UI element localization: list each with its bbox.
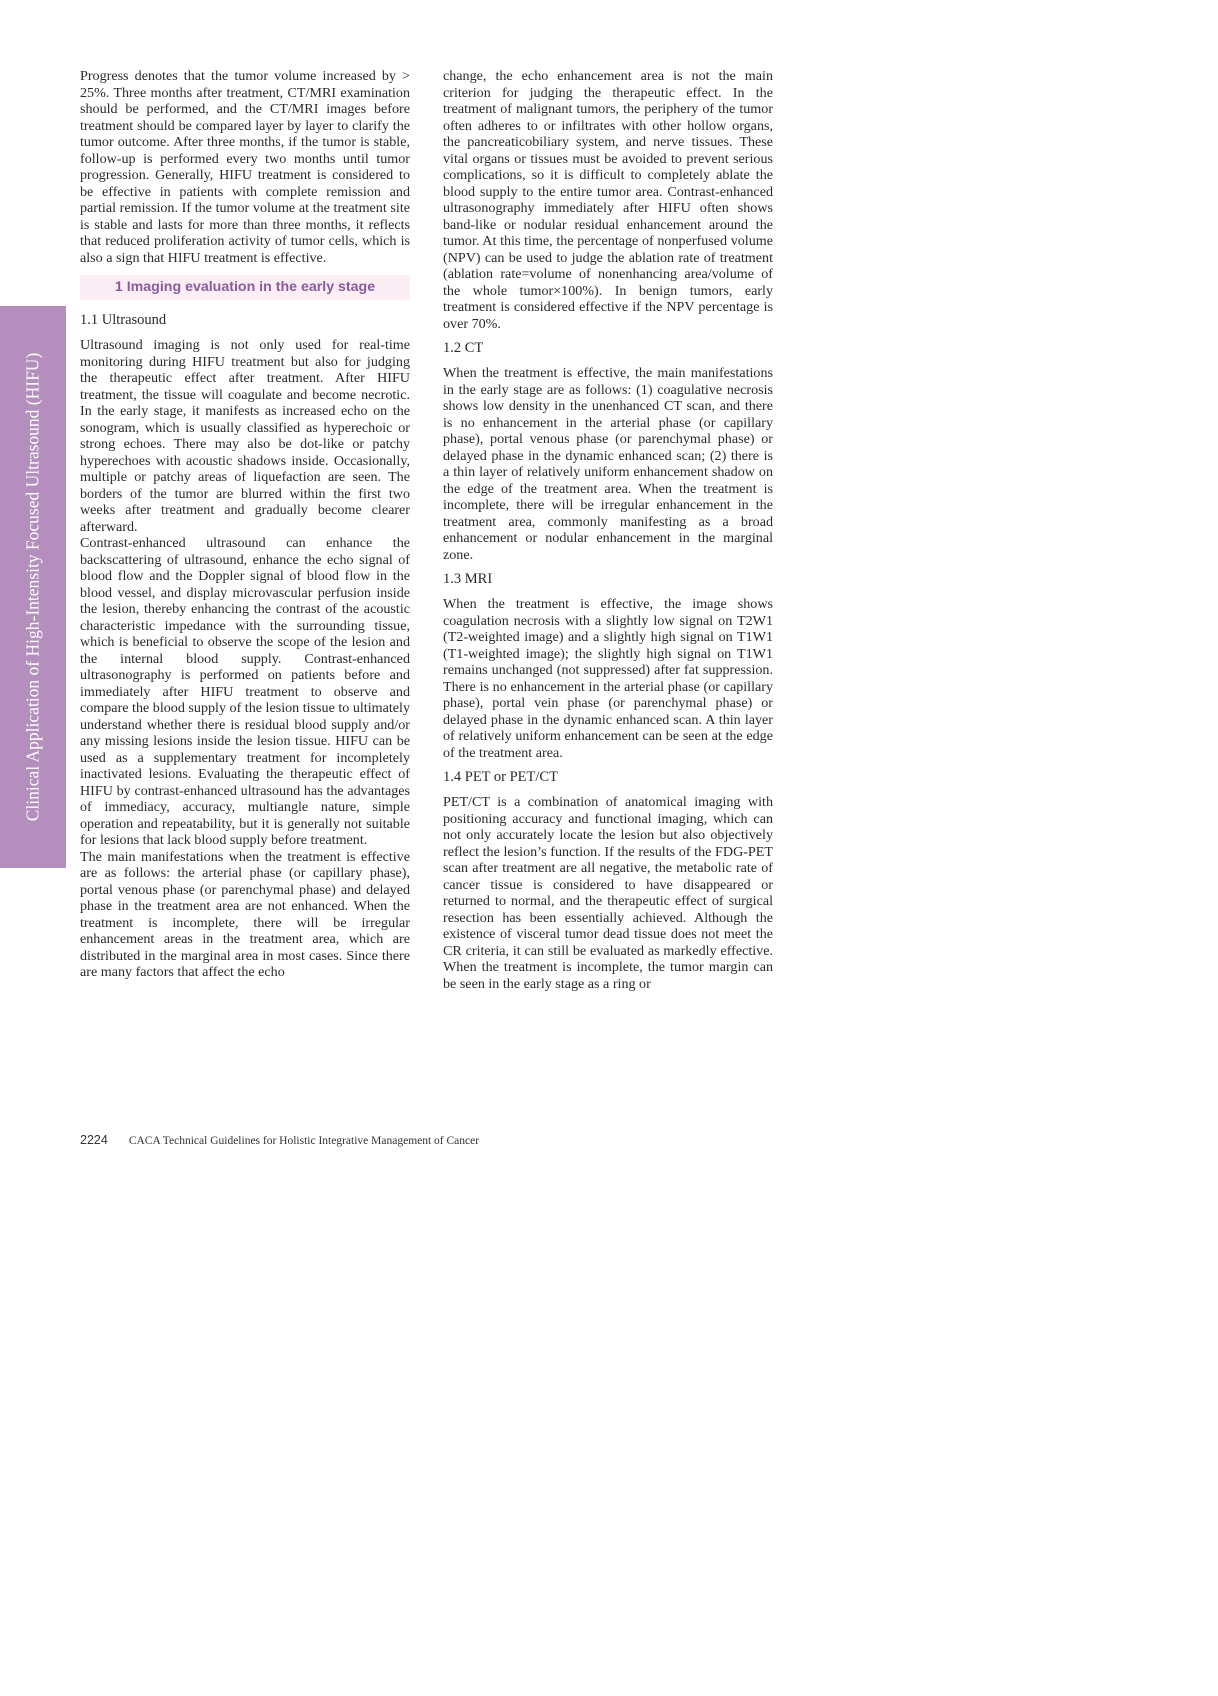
- paragraph-ultrasound-3: The main manifestations when the treatment is effective are as follows: the arterial phase (or capillary phase), portal venous phase (or parenchymal phase) and delayed phase in the treatment area are not enhanced. When the treatment is incomplete, there will be irregular enhancement areas in the treatment area, which are distributed in the marginal area in most cases. Since there are many factors that affect the echo: [80, 848, 410, 980]
- paragraph-ultrasound-1: Ultrasound imaging is not only used for real-time monitoring during HIFU treatment but also for judging the therapeutic effect after treatment. After HIFU treatment, the tissue will coagulate and become necrotic. In the early stage, it manifests as increased echo on the sonogram, which is usually classified as hyperechoic or strong echoes. There may also be dot-like or patchy hyperechoes with acoustic shadows inside. Occasionally, multiple or patchy areas of liquefaction are seen. The borders of the tumor are blurred within the first two weeks after treatment and gradually become clearer afterward.: [80, 337, 410, 535]
- page-footer: [80, 1133, 479, 1148]
- subheading-pet: 1.4 PET or PET/CT: [443, 769, 558, 785]
- right-column: [443, 68, 773, 992]
- subheading-ct: 1.2 CT: [443, 340, 484, 356]
- paragraph-continued: change, the echo enhancement area is not the main criterion for judging the therapeutic effect. In the treatment of malignant tumors, the periphery of the tumor often adheres to or infiltrates with other hollow organs, the pancreaticobiliary system, and nerve tissues. These vital organs or tissues must be avoided to prevent serious complications, so it is difficult to completely ablate the blood supply to the entire tumor area. Contrast-enhanced ultrasonography immediately after HIFU often shows band-like or nodular residual enhancement around the tumor. At this time, the percentage of nonperfused volume (NPV) can be used to judge the ablation rate of treatment (ablation rate=volume of nonenhancing area/volume of the whole tumor×100%). In benign tumors, early treatment is considered effective if the NPV percentage is over 70%.: [443, 68, 773, 332]
- paragraph-pet: PET/CT is a combination of anatomical imaging with positioning accuracy and functional imaging, which can not only accurately locate the lesion but also objectively reflect the lesion’s function. If the results of the FDG-PET scan after treatment are all negative, the metabolic rate of cancer tissue is considered to have disappeared or returned to normal, and the therapeutic effect of surgical resection has been essentially achieved. Although the existence of visceral tumor dead tissue does not meet the CR criteria, it can still be evaluated as markedly effective. When the treatment is incomplete, the tumor margin can be seen in the early stage as a ring or: [443, 794, 773, 992]
- paragraph-intro: Progress denotes that the tumor volume increased by > 25%. Three months after treatment, CT/MRI examination should be performed, and the CT/MRI images before treatment should be compared layer by layer to clarify the tumor outcome. After three months, if the tumor is stable, follow-up is performed every two months until tumor progression. Generally, HIFU treatment is considered to be effective in patients with complete remission and partial remission. If the tumor volume at the treatment site is stable and lasts for more than three months, it reflects that reduced proliferation activity of tumor cells, which is also a sign that HIFU treatment is effective.: [80, 68, 410, 266]
- section-heading: 1 Imaging evaluation in the early stage: [80, 275, 410, 300]
- side-tab-title: Clinical Application of High-Intensity Focused Ultrasound (HIFU): [22, 352, 43, 822]
- paragraph-ultrasound-2: Contrast-enhanced ultrasound can enhance the backscattering of ultrasound, enhance the echo signal of blood flow and the Doppler signal of blood flow in the blood vessel, and display microvascular perfusion inside the lesion, thereby enhancing the contrast of the acoustic characteristic impedance with the surrounding tissue, which is beneficial to observe the scope of the lesion and the internal blood supply. Contrast-enhanced ultrasonography is performed on patients before and immediately after HIFU treatment to observe and compare the blood supply of the lesion tissue to ultimately understand whether there is residual blood supply and/or any missing lesions inside the lesion tissue. HIFU can be used as a supplementary treatment for incompletely inactivated lesions. Evaluating the therapeutic effect of HIFU by contrast-enhanced ultrasound has the advantages of immediacy, accuracy, multiangle nature, simple operation and repeatability, but it is generally not suitable for lesions that lack blood supply before treatment.: [80, 535, 410, 848]
- subheading-mri: 1.3 MRI: [443, 571, 493, 587]
- running-title: CACA Technical Guidelines for Holistic Integrative Management of Cancer: [128, 1135, 480, 1147]
- left-column: [80, 68, 410, 981]
- paragraph-mri: When the treatment is effective, the image shows coagulation necrosis with a slightly low signal on T2W1 (T2-weighted image) and a slightly high signal on T1W1 (T1-weighted image); the slightly high signal on T1W1 remains unchanged (not suppressed) after fat suppression. There is no enhancement in the arterial phase (or capillary phase), portal vein phase (or parenchymal phase) or delayed phase in the dynamic enhanced scan. A thin layer of relatively uniform enhancement can be seen at the edge of the treatment area.: [443, 596, 773, 761]
- page-number: 2224: [80, 1133, 108, 1147]
- paragraph-ct: When the treatment is effective, the main manifestations in the early stage are as follows: (1) coagulative necrosis shows low density in the unenhanced CT scan, and there is no enhancement in the arterial phase (or capillary phase), portal venous phase (or parenchymal phase) or delayed phase in the dynamic enhanced scan; (2) there is a thin layer of relatively uniform enhancement shadow on the edge of the treatment area. When the treatment is incomplete, there will be irregular enhancement in the treatment area, commonly manifesting as a broad enhancement or nodular enhancement in the marginal zone.: [443, 365, 773, 563]
- subheading-ultrasound: 1.1 Ultrasound: [80, 312, 167, 328]
